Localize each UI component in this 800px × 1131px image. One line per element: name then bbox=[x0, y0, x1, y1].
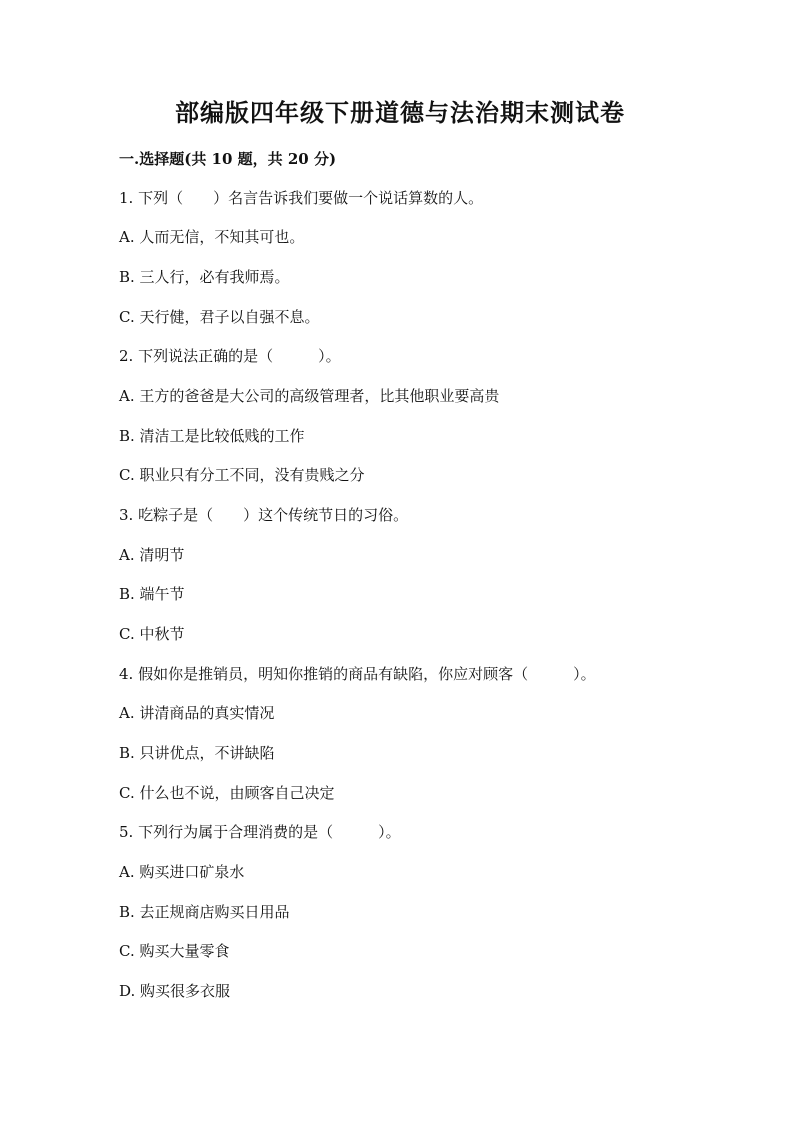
answer-option: A. 王方的爸爸是大公司的高级管理者，比其他职业要高贵 bbox=[119, 387, 500, 405]
answer-option: C. 天行健，君子以自强不息。 bbox=[119, 308, 320, 326]
page-title: 部编版四年级下册道德与法治期末测试卷 bbox=[175, 98, 625, 127]
answer-option: C. 中秋节 bbox=[119, 625, 185, 643]
question-stem: 3. 吃粽子是（ ）这个传统节日的习俗。 bbox=[119, 506, 409, 524]
answer-option: B. 清洁工是比较低贱的工作 bbox=[119, 427, 305, 445]
answer-option: B. 去正规商店购买日用品 bbox=[119, 903, 290, 921]
question-stem: 4. 假如你是推销员，明知你推销的商品有缺陷，你应对顾客（ ）。 bbox=[119, 665, 596, 683]
answer-option: A. 购买进口矿泉水 bbox=[119, 863, 245, 881]
answer-option: C. 购买大量零食 bbox=[119, 942, 230, 960]
answer-option: A. 人而无信，不知其可也。 bbox=[119, 228, 305, 246]
answer-option: D. 购买很多衣服 bbox=[119, 982, 231, 1000]
answer-option: B. 三人行，必有我师焉。 bbox=[119, 268, 290, 286]
answer-option: B. 端午节 bbox=[119, 585, 185, 603]
answer-option: B. 只讲优点，不讲缺陷 bbox=[119, 744, 275, 762]
section-heading: 一.选择题(共 10 题，共 20 分) bbox=[119, 150, 337, 168]
answer-option: C. 职业只有分工不同，没有贵贱之分 bbox=[119, 466, 365, 484]
answer-option: A. 讲清商品的真实情况 bbox=[119, 704, 275, 722]
answer-option: C. 什么也不说，由顾客自己决定 bbox=[119, 784, 335, 802]
answer-option: A. 清明节 bbox=[119, 546, 185, 564]
question-stem: 1. 下列（ ）名言告诉我们要做一个说话算数的人。 bbox=[119, 189, 484, 207]
question-stem: 2. 下列说法正确的是（ ）。 bbox=[119, 347, 341, 365]
question-stem: 5. 下列行为属于合理消费的是（ ）。 bbox=[119, 823, 401, 841]
